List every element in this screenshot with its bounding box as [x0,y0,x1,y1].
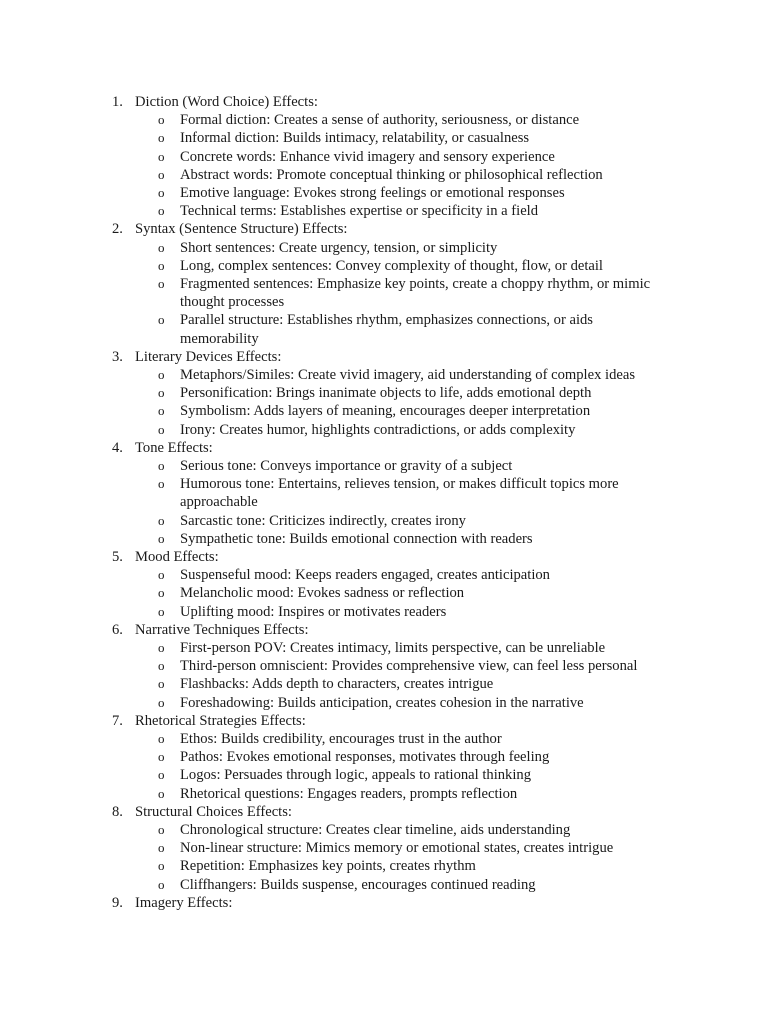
list-item [0,584,768,602]
section-title: Narrative Techniques Effects: [135,621,309,638]
list-item-text: Sarcastic tone: Criticizes indirectly, creates irony [180,512,466,529]
list-item-text: Cliffhangers: Builds suspense, encourages continued reading [180,876,536,893]
list-item-text: Informal diction: Builds intimacy, relatability, or casualness [180,130,530,147]
section-title: Diction (Word Choice) Effects: [135,94,318,110]
outline-section [0,894,768,912]
list-item-text: Concrete words: Enhance vivid imagery and sensory experience [180,148,555,165]
list-item [0,566,768,584]
bullet-circle-icon: o [158,185,165,200]
list-item [0,148,768,166]
list-item [0,166,768,184]
list-item-text: Humorous tone: Entertains, relieves tension, or makes difficult topics more approachable [180,476,619,511]
section-title: Structural Choices Effects: [135,803,292,820]
list-item-text: Repetition: Emphasizes key points, creates rhythm [180,858,476,875]
section-number: 3. [112,348,123,365]
bullet-circle-icon: o [158,239,165,255]
section-heading [0,803,768,821]
list-item [0,184,768,202]
bullet-circle-icon: o [158,385,165,401]
list-item [0,839,768,857]
list-item [0,311,768,347]
section-heading [0,220,768,238]
section-heading [0,93,768,111]
list-item-text: Ethos: Builds credibility, encourages trust in the author [180,731,502,747]
section-title: Mood Effects: [135,549,219,566]
list-item-text: Pathos: Evokes emotional responses, motivates through feeling [180,749,550,766]
list-item [0,257,768,275]
list-item-text: Irony: Creates humor, highlights contradictions, or adds complexity [180,421,576,438]
bullet-circle-icon: o [158,312,165,328]
bullet-circle-icon: o [158,840,165,856]
list-item [0,675,768,693]
bullet-circle-icon: o [158,658,165,674]
outline-section [0,348,768,439]
section-heading [0,621,768,639]
section-number: 4. [112,439,123,456]
list-item-text: Non-linear structure: Mimics memory or emotional states, creates intrigue [180,840,614,857]
list-item-text: Serious tone: Conveys importance or gravity of a subject [180,458,513,474]
bullet-circle-icon: o [158,858,165,874]
outline-section [0,93,768,220]
bullet-circle-icon: o [158,257,165,273]
list-item-text: Rhetorical questions: Engages readers, prompts reflection [180,785,518,802]
section-title: Tone Effects: [135,439,213,456]
bullet-circle-icon: o [158,476,165,492]
list-item [0,457,768,475]
section-number: 8. [112,803,123,820]
bullet-circle-icon: o [158,585,165,601]
section-number: 5. [112,549,123,566]
list-item-text: Symbolism: Adds layers of meaning, encourages deeper interpretation [180,403,591,420]
list-item-text: First-person POV: Creates intimacy, limits perspective, can be unreliable [180,640,606,656]
document-page [0,93,768,912]
list-item [0,202,768,220]
section-number: 7. [112,712,123,729]
list-item-text: Third-person omniscient: Provides comprehensive view, can feel less personal [180,658,638,675]
section-title: Syntax (Sentence Structure) Effects: [135,221,348,238]
list-item-text: Melancholic mood: Evokes sadness or reflection [180,585,465,602]
list-item-text: Short sentences: Create urgency, tension, or simplicity [180,239,498,256]
bullet-circle-icon: o [158,676,165,692]
list-item-text: Foreshadowing: Builds anticipation, creates cohesion in the narrative [180,694,584,711]
list-item-text: Emotive language: Evokes strong feelings or emotional responses [180,185,565,201]
list-item-text: Chronological structure: Creates clear timeline, aids understanding [180,822,571,838]
bullet-circle-icon: o [158,166,165,182]
list-item-text: Formal diction: Creates a sense of authority, seriousness, or distance [180,112,580,129]
bullet-circle-icon: o [158,785,165,801]
list-item-text: Parallel structure: Establishes rhythm, emphasizes connections, or aids memorability [180,312,593,347]
list-item [0,748,768,766]
outline-section [0,621,768,712]
list-item [0,475,768,511]
list-item [0,766,768,784]
outline-section [0,712,768,803]
section-number: 6. [112,621,123,638]
list-item [0,402,768,420]
bullet-circle-icon: o [158,148,165,164]
list-item-text: Fragmented sentences: Emphasize key points, create a choppy rhythm, or mimic thought processes [180,276,651,311]
list-item [0,384,768,402]
list-item [0,275,768,311]
list-item-text: Technical terms: Establishes expertise or specificity in a field [180,203,539,220]
list-item-text: Personification: Brings inanimate objects to life, adds emotional depth [180,385,592,402]
outline-section [0,803,768,894]
bullet-circle-icon: o [158,822,165,837]
bullet-circle-icon: o [158,731,165,746]
section-heading [0,348,768,366]
bullet-circle-icon: o [158,367,165,382]
bullet-circle-icon: o [158,567,165,583]
list-item [0,111,768,129]
section-heading [0,548,768,566]
list-item-text: Uplifting mood: Inspires or motivates readers [180,603,447,620]
list-item [0,730,768,748]
bullet-circle-icon: o [158,640,165,655]
bullet-circle-icon: o [158,876,165,892]
section-heading [0,894,768,912]
list-item [0,857,768,875]
bullet-circle-icon: o [158,603,165,619]
list-item [0,366,768,384]
list-item-text: Suspenseful mood: Keeps readers engaged, creates anticipation [180,567,550,584]
bullet-circle-icon: o [158,203,165,219]
outline-section [0,220,768,347]
list-item [0,657,768,675]
list-item-text: Sympathetic tone: Builds emotional connection with readers [180,530,533,547]
list-item [0,603,768,621]
bullet-circle-icon: o [158,512,165,528]
bullet-circle-icon: o [158,421,165,437]
section-title: Literary Devices Effects: [135,348,282,365]
bullet-circle-icon: o [158,767,165,783]
list-item-text: Flashbacks: Adds depth to characters, creates intrigue [180,676,494,693]
list-item [0,129,768,147]
section-number: 1. [112,94,123,110]
bullet-circle-icon: o [158,458,165,473]
list-item [0,785,768,803]
bullet-circle-icon: o [158,130,165,146]
list-item [0,421,768,439]
list-item [0,821,768,839]
list-item [0,512,768,530]
bullet-circle-icon: o [158,276,165,291]
list-item [0,876,768,894]
list-item-text: Abstract words: Promote conceptual thinking or philosophical reflection [180,166,603,183]
outline-section [0,439,768,548]
list-item-text: Long, complex sentences: Convey complexity of thought, flow, or detail [180,257,603,274]
list-item [0,530,768,548]
section-heading [0,439,768,457]
bullet-circle-icon: o [158,749,165,765]
list-item-text: Logos: Persuades through logic, appeals to rational thinking [180,767,531,784]
effects-outline [0,93,768,912]
bullet-circle-icon: o [158,112,165,128]
bullet-circle-icon: o [158,694,165,710]
list-item [0,639,768,657]
bullet-circle-icon: o [158,530,165,546]
section-title: Imagery Effects: [135,894,233,911]
section-number: 9. [112,894,123,911]
list-item [0,694,768,712]
list-item-text: Metaphors/Similes: Create vivid imagery, aid understanding of complex ideas [180,367,635,383]
section-title: Rhetorical Strategies Effects: [135,712,306,729]
list-item [0,239,768,257]
outline-section [0,548,768,621]
bullet-circle-icon: o [158,403,165,419]
section-heading [0,712,768,730]
section-number: 2. [112,221,123,238]
